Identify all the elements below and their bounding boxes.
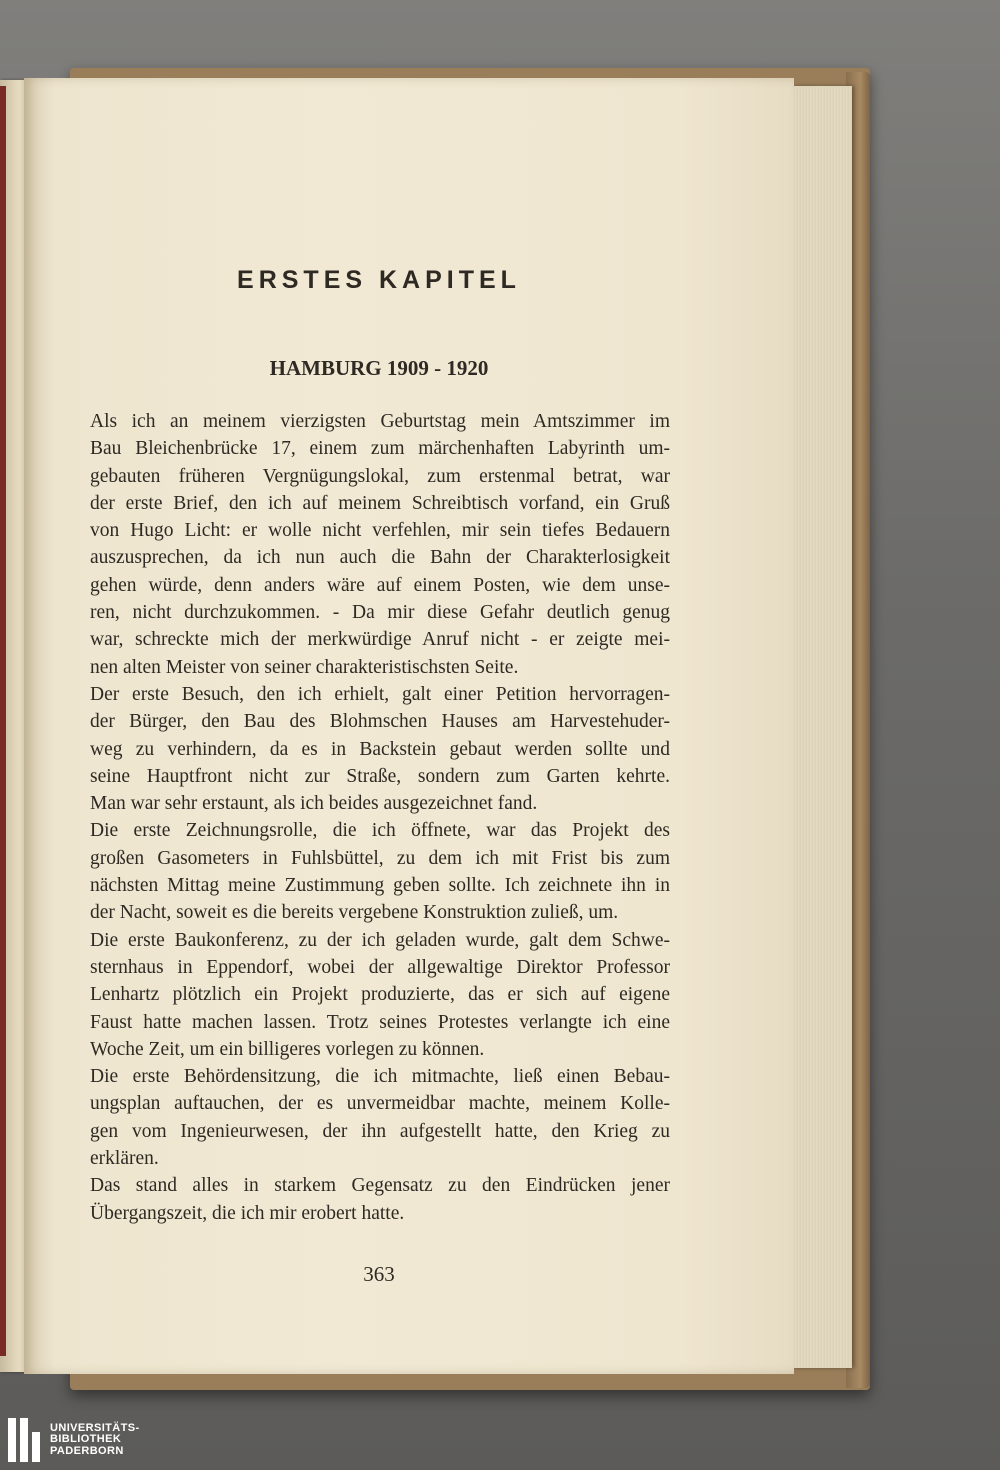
library-logo-line: UNIVERSITÄTS- (50, 1421, 140, 1434)
text-line: gen vom Ingenieurwesen, der ihn aufgestellt hatte, den Krieg zu (90, 1120, 670, 1142)
text-line: Man war sehr erstaunt, als ich beides ausgezeichnet fand. (90, 793, 538, 815)
text-line: war, schreckte mich der merkwürdige Anruf nicht - er zeigte mei- (90, 629, 670, 651)
text-line: weg zu verhindern, da es in Backstein gebaut werden sollte und (90, 738, 670, 760)
text-line: der Nacht, soweit es die bereits vergebene Konstruktion zuließ, um. (90, 902, 619, 924)
text-line: Die erste Zeichnungsrolle, die ich öffnete, war das Projekt des (90, 820, 670, 842)
library-logo-line: PADERBORN (50, 1444, 124, 1457)
library-logo-line: BIBLIOTHEK (50, 1433, 122, 1446)
text-line: Bau Bleichenbrücke 17, einem zum märchenhaften Labyrinth um- (90, 438, 670, 460)
text-line: nächsten Mittag meine Zustimmung geben sollte. Ich zeichnete ihn in (90, 875, 670, 897)
chapter-title: ERSTES KAPITEL (237, 266, 521, 294)
left-page-binding (0, 86, 6, 1356)
text-line: nen alten Meister von seiner charakteristischsten Seite. (90, 656, 519, 678)
text-line: seine Hauptfront nicht zur Straße, sondern zum Garten kehrte. (90, 765, 670, 787)
library-logo-icon (8, 1418, 40, 1462)
text-line: auszusprechen, da ich nun auch die Bahn der Charakterlosigkeit (90, 547, 670, 569)
page-block-edges (792, 86, 852, 1368)
text-line: Faust hatte machen lassen. Trotz seines Protestes verlangte ich eine (90, 1011, 670, 1033)
text-line: Als ich an meinem vierzigsten Geburtstag mein Amtszimmer im (90, 411, 670, 432)
text-line: Woche Zeit, um ein billigeres vorlegen zu können. (90, 1038, 485, 1060)
text-line: Die erste Baukonferenz, zu der ich geladen wurde, galt dem Schwe- (90, 929, 670, 951)
text-line: ren, nicht durchzukommen. - Da mir diese Gefahr deutlich genug (90, 602, 670, 624)
text-line: Die erste Behördensitzung, die ich mitmachte, ließ einen Bebau- (90, 1066, 670, 1088)
text-line: sternhaus in Eppendorf, wobei der allgewaltige Direktor Professor (90, 956, 670, 978)
text-line: ungsplan auftauchen, der es unvermeidbar machte, meinem Kolle- (90, 1093, 670, 1115)
text-line: gebauten früheren Vergnügungslokal, zum erstenmal betrat, war (90, 465, 670, 487)
page-number: 363 (363, 1262, 395, 1286)
text-line: großen Gasometers in Fuhlsbüttel, zu dem ich mit Frist bis zum (90, 847, 670, 869)
section-title: HAMBURG 1909 - 1920 (269, 356, 489, 380)
book-page (24, 78, 794, 1374)
text-line: Lenhartz plötzlich ein Projekt produzierte, das er sich auf eigene (90, 984, 670, 1006)
body-text (90, 408, 670, 1227)
library-logo-text (50, 1423, 140, 1458)
library-logo (8, 1416, 140, 1464)
text-line: der erste Brief, den ich auf meinem Schreibtisch vorfand, ein Gruß (90, 492, 670, 514)
text-line: der Bürger, den Bau des Blohmschen Hauses am Harvestehuder- (90, 711, 670, 733)
text-line: Übergangszeit, die ich mir erobert hatte. (90, 1202, 405, 1224)
text-line: Das stand alles in starkem Gegensatz zu den Eindrücken jener (90, 1175, 670, 1197)
text-line: von Hugo Licht: er wolle nicht verfehlen, mir sein tiefes Bedauern (90, 520, 670, 542)
text-line: erklären. (90, 1148, 159, 1170)
text-line: Der erste Besuch, den ich erhielt, galt einer Petition hervorragen- (90, 683, 670, 705)
text-line: gehen würde, denn anders wäre auf einem Posten, wie dem unse- (90, 574, 670, 596)
